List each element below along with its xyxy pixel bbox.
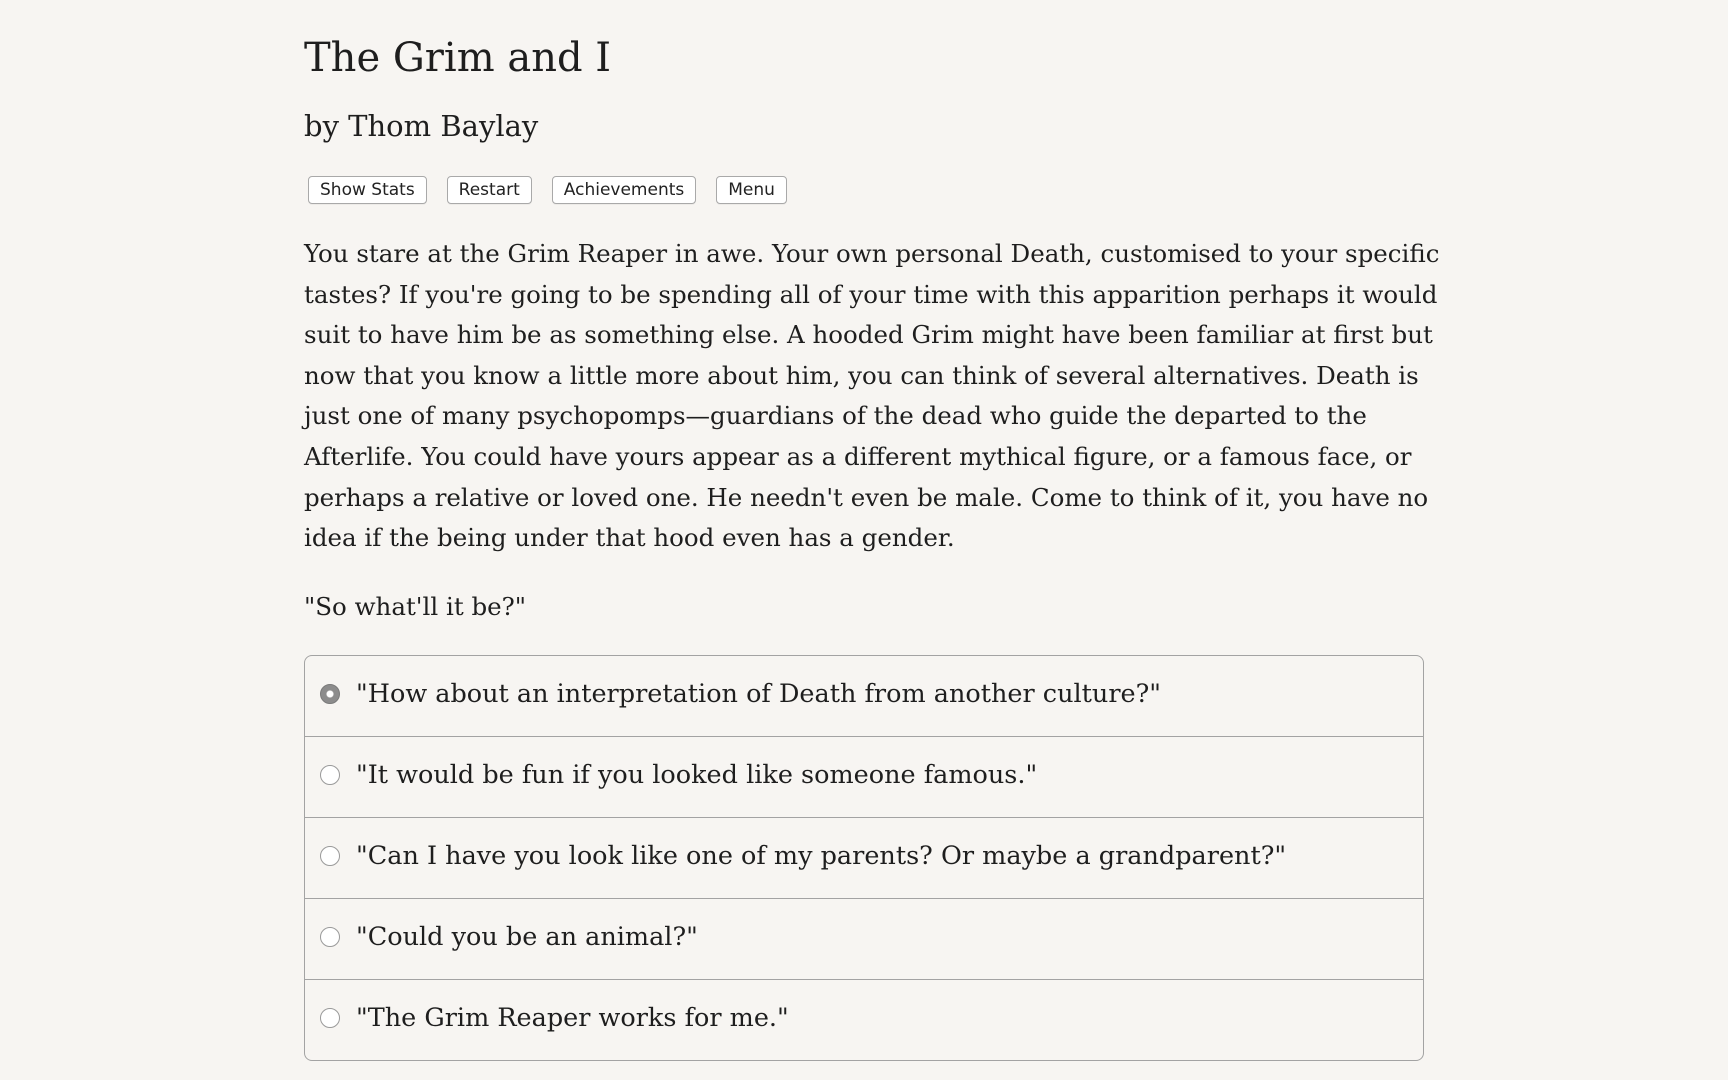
choice-option[interactable] [305,898,1423,979]
choice-label[interactable]: "It would be fun if you looked like someone famous." [356,760,1038,790]
restart-button[interactable]: Restart [447,176,532,204]
game-title: The Grim and I [304,35,612,81]
author-byline: by Thom Baylay [304,109,539,143]
show-stats-button[interactable]: Show Stats [308,176,427,204]
menu-button[interactable]: Menu [716,176,787,204]
choice-label[interactable]: "The Grim Reaper works for me." [356,1003,789,1033]
toolbar [308,176,787,204]
choice-list [304,655,1424,1061]
choice-option[interactable] [305,736,1423,817]
achievements-button[interactable]: Achievements [552,176,696,204]
choice-option[interactable] [305,817,1423,898]
radio-button-icon[interactable] [320,927,340,947]
choice-label[interactable]: "Can I have you look like one of my parents? Or maybe a grandparent?" [356,841,1287,871]
dialogue-line: "So what'll it be?" [304,592,527,621]
choice-label[interactable]: "Could you be an animal?" [356,922,698,952]
radio-button-icon[interactable] [320,1008,340,1028]
radio-button-icon[interactable] [320,765,340,785]
choice-option[interactable] [305,656,1423,736]
choice-option[interactable] [305,979,1423,1060]
choice-label[interactable]: "How about an interpretation of Death from another culture?" [356,679,1162,709]
radio-button-icon[interactable] [320,846,340,866]
story-passage: You stare at the Grim Reaper in awe. Your own personal Death, customised to your specific tastes? If you're going to be spending all of your time with this apparition perhaps it would suit to have him be as something else. A hooded Grim might have been familiar at first but now that you know a little more about him, you can think of several alternatives. Death is just one of many psychopomps—guardians of the dead who guide the departed to the Afterlife. You could have yours appear as a different mythical figure, or a famous face, or perhaps a relative or loved one. He needn't even be male. Come to think of it, you have no idea if the being under that hood even has a gender. [304,239,1440,553]
radio-button-icon[interactable] [320,684,340,704]
